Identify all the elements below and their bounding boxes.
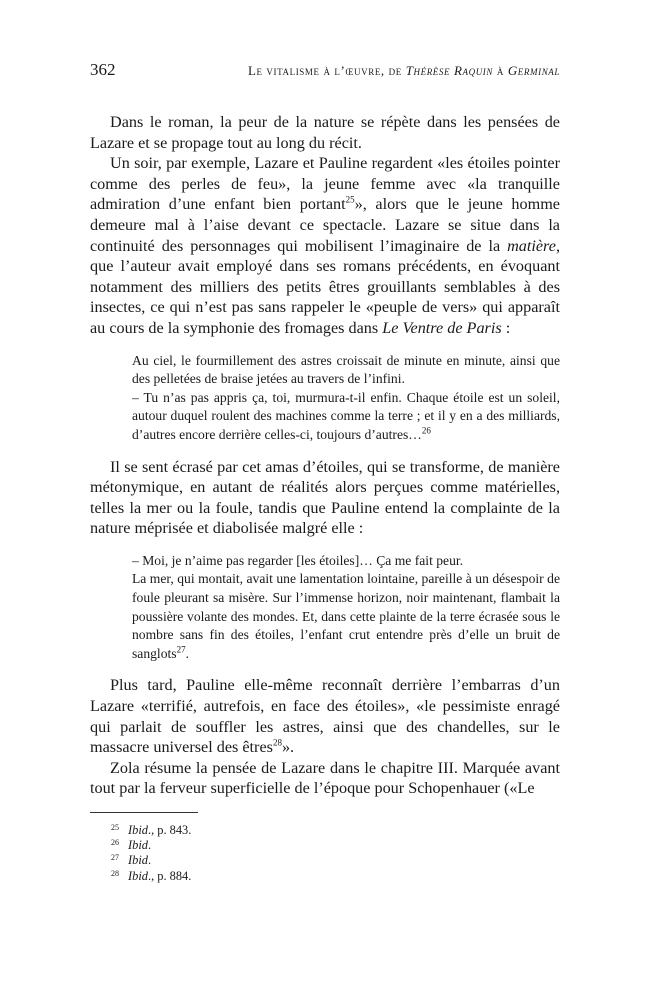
paragraph: Plus tard, Pauline elle-même reconnaît derrière l’embarras d’un Lazare «terrifié, autrefois, en face des étoiles», «le pessimiste enragé qui parlait de souffler les astres, ainsi que des chandelles, sur le massacre universel des êtres$^{28}$». [90,676,560,757]
body-text [90,112,560,799]
block-quote [132,552,560,664]
quote-paragraph: – Moi, je n’aime pas regarder [les étoiles]… Ça me fait peur. [132,552,464,568]
paragraph: Un soir, par exemple, Lazare et Pauline regardent «les étoiles pointer comme des perles de feu», la jeune femme avec «la tranquille admiration d’une enfant bien portant$^{25}$», alors que le jeune homme demeure mal à l’aise devant ce spectacle. Lazare se situe dans la continuité des personnages qui mobilisent l’imaginaire de la matière, que l’auteur avait employé dans ses romans précédents, en évoquant notamment des milliers des petits êtres grouillants semblables à des insectes, ce qui n’est pas sans rappeler le «peuple de vers» qui apparaît au cours de la symphonie des fromages dans Le Ventre de Paris : [90,154,560,337]
block-quote [132,352,560,445]
footnote-number: 27 [111,853,119,863]
quote-paragraph: Au ciel, le fourmillement des astres croissait de minute en minute, ainsi que des pelletées de braise jetées au travers de l’infini. [132,352,560,387]
footnote: 25 Ibid., p. 843. [90,823,560,838]
quote-paragraph: – Tu n’as pas appris ça, toi, murmura-t-il enfin. Chaque étoile est un soleil, autour duquel roulent des machines comme la terre ; et il y en a des milliards, d’autres encore derrière celles-ci, toujours d’autres…$^{26}$ [132,389,560,442]
footnote-number: 25 [111,823,119,832]
quote-paragraph: La mer, qui montait, avait une lamentation lointaine, pareille à un désespoir de foule pleurant sa misère. Sur l’immense horizon, noir maintenant, flambait la poussière volante des mondes. Et, dans cette plainte de la terre écrasée sous le nombre sans fin des étoiles, l’enfant crut entendre près d’elle un bruit de sanglots$^{27}$. [132,571,560,661]
footnote-ref[interactable]: 28 [272,737,282,748]
footnotes [90,823,560,884]
page-number: 362 [90,60,116,79]
page-header [90,60,560,80]
paragraph: Dans le roman, la peur de la nature se répète dans les pensées de Lazare et se propage tout au long du récit. [90,113,560,152]
footnote-ref[interactable]: 26 [421,425,431,436]
paragraph: Il se sent écrasé par cet amas d’étoiles, qui se transforme, de manière métonymique, en autant de réalités alors perçues comme matérielles, telles la mer ou la foule, tandis que Pauline entend la complainte de la nature méprisée et diabolisée malgré elle : [90,457,560,538]
footnote: 28 Ibid., p. 884. [90,869,560,884]
footnote-divider [90,812,198,813]
footnote-ref[interactable]: 25 [345,194,355,205]
footnote-number: 28 [111,868,119,878]
footnote: 27 Ibid. [90,853,560,868]
footnote: 26 Ibid. [90,838,560,853]
footnote-ref[interactable]: 27 [176,644,186,655]
running-head: Le vitalisme à l’œuvre, de Thérèse Raquin à Germinal [247,63,560,78]
paragraph: Zola résume la pensée de Lazare dans le chapitre III. Marquée avant tout par la ferveur superficielle de l’époque pour Schopenhauer («Le [90,758,560,798]
footnote-number: 26 [111,838,119,848]
